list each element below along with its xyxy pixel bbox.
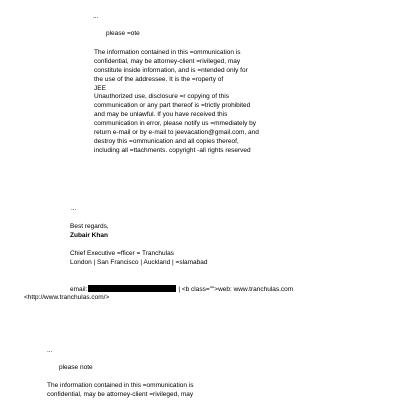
- signature-block: [70, 223, 208, 267]
- url-line[interactable]: <http://www.tranchulas.com/>: [24, 294, 110, 301]
- office-locations: London | San Francisco | Auckland | =slamabad: [70, 258, 208, 266]
- notice-line: the use of the addressee. It is the =roperty of: [94, 75, 224, 83]
- confidentiality-heading: please =ote: [106, 30, 140, 37]
- sender-title: Chief Executive =fficer = Tranchulas: [70, 249, 174, 257]
- notice-line: destroy this =ommunication and all copies thereof,: [94, 137, 239, 145]
- confidentiality-notice: [94, 49, 259, 156]
- ellipsis-marker: ...: [47, 347, 53, 354]
- notice-line: including all =ttachments. copyright -all rights reserved: [94, 146, 251, 154]
- redacted-email: [88, 285, 176, 292]
- email-label: email:: [70, 286, 88, 293]
- ellipsis-marker: ...: [93, 13, 99, 20]
- greeting: Best regards,: [70, 223, 109, 230]
- confidentiality-notice-2: [47, 382, 194, 400]
- ellipsis-marker: ...: [71, 205, 77, 212]
- notice-line: The information contained in this =ommunication is: [94, 49, 241, 56]
- notice-line: communication or any part thereof is =trictly prohibited: [94, 102, 251, 110]
- notice-line: and may be unlawful. If you have received this: [94, 111, 228, 119]
- confidentiality-heading-2: please note: [59, 364, 93, 371]
- notice-line: confidential, may be attorney-client =rivileged, may: [47, 390, 194, 398]
- notice-line: The information contained in this =ommunication is: [47, 382, 194, 389]
- web-link[interactable]: | <b class="">web: www.tranchulas.com: [178, 286, 294, 293]
- notice-line: return e-mail or by e-mail to jeevacation@gmail.com, and: [94, 129, 259, 137]
- notice-line: constitute inside information, and is =ntended only for: [94, 66, 248, 74]
- sender-name: Zubair Khan: [70, 231, 108, 239]
- notice-line: confidential, may be attorney-client =rivileged, may: [94, 57, 241, 65]
- notice-line: Unauthorized use, disclosure =r copying of this: [94, 93, 229, 101]
- notice-line: JEE: [94, 84, 106, 92]
- notice-line: communication in error, please notify us =mmediately by: [94, 120, 257, 128]
